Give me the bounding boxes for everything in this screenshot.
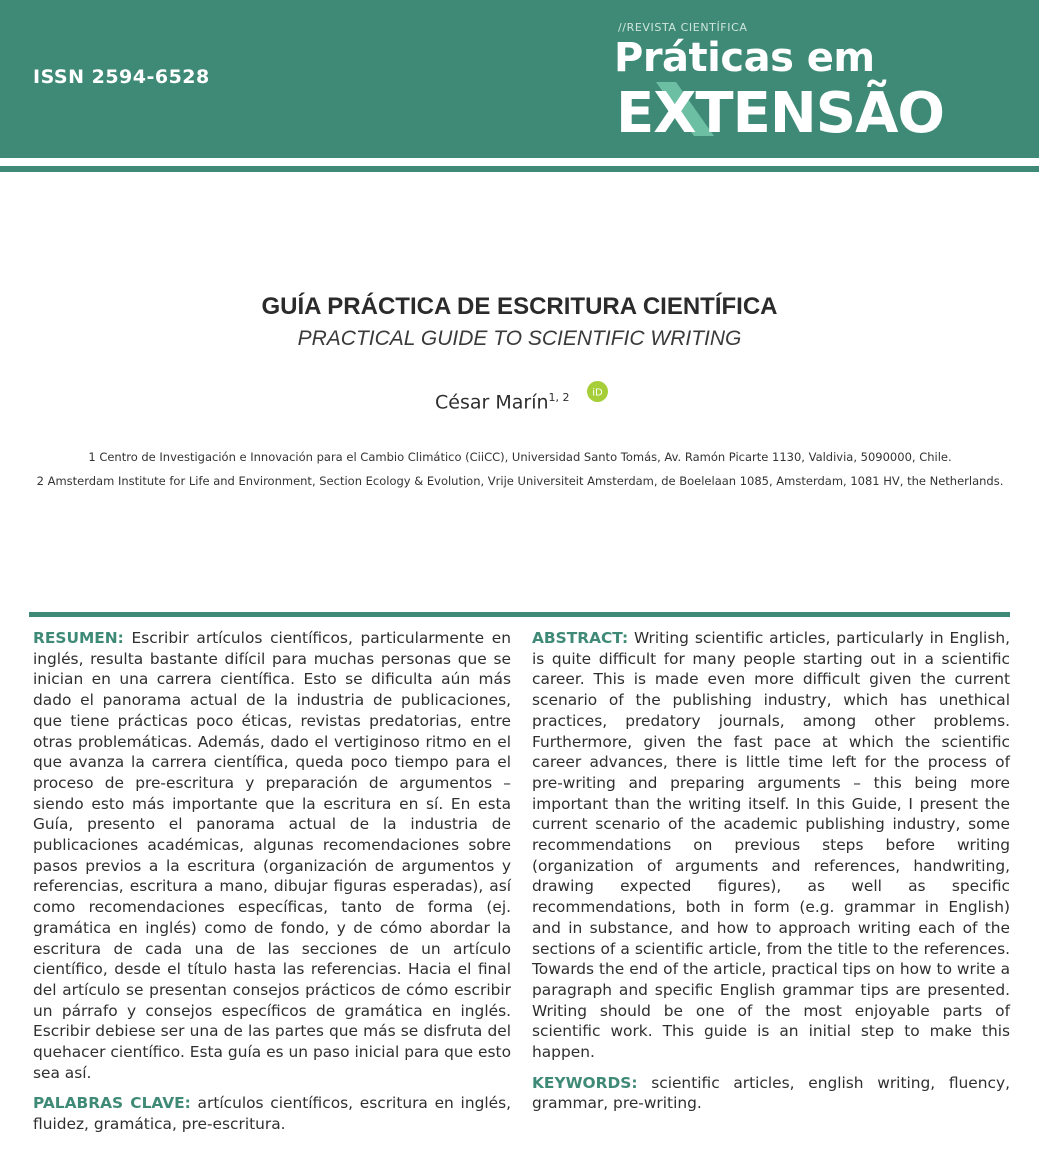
abstract-column xyxy=(532,628,1010,1114)
author-name xyxy=(435,391,570,413)
resumen-paragraph xyxy=(33,628,511,1083)
resumen-text: Escribir artículos científicos, particularmente en inglés, resulta bastante difícil para muchas personas que se inician en una carrera científica. Esto se dificulta aún más dado el panorama actual de la industria de publicaciones, que tiene prácticas poco éticas, revistas predatorias, entre otras problemáticas. Además, dado el vertiginoso ritmo en el que avanza la carrera científica, queda poco tiempo para el proceso de pre-escritura y preparación de argumentos – siendo esto más importante que la escritura en sí. En esta Guía, presento el panorama actual de la industria de publicaciones académicas, algunas recomendaciones sobre pasos previos a la escritura (organización de argumentos y referencias, escritura a mano, dibujar figuras esperadas), así como recomendaciones específicas, tanto de forma (ej. gramática en inglés) como de fondo, y de cómo abordar la escritura de cada una de las secciones de un artículo científico, desde el título hasta las referencias. Hacia el final del artículo se presentan consejos prácticos de cómo escribir un párrafo y consejos específicos de gramática en inglés. Escribir debiese ser una de las partes que más se disfruta del quehacer científico. Esta guía es un paso inicial para que esto sea así. xyxy=(33,629,511,1082)
article-subtitle: PRACTICAL GUIDE TO SCIENTIFIC WRITING xyxy=(297,327,742,350)
journal-kicker: //REVISTA CIENTÍFICA xyxy=(618,21,748,34)
logo-wordmark-text: EXTENSÃO xyxy=(616,81,945,140)
orcid-icon[interactable] xyxy=(587,381,608,402)
affiliation-1: 1 Centro de Investigación e Innovación para el Cambio Climático (CiiCC), Universidad Santo Tomás, Av. Ramón Picarte 1130, Valdivia, 5090000, Chile. xyxy=(88,450,952,464)
palabras-clave-paragraph xyxy=(33,1093,511,1134)
issn-label: ISSN 2594-6528 xyxy=(33,66,210,88)
journal-name-line1: Práticas em xyxy=(614,35,875,81)
palabras-clave-label: PALABRAS CLAVE: xyxy=(33,1094,191,1113)
keywords-label: KEYWORDS: xyxy=(532,1073,638,1092)
abstract-text: Writing scientific articles, particularly in English, is quite difficult for many people starting out in a scientific career. This is made even more difficult given the current scenario of the publishing industry, which has unethical practices, predatory journals, among other problems. Furthermore, given the fast pace at which the scientific career advances, there is little time left for the process of pre-writing and preparing arguments – this being more important than the writing itself. In this Guide, I present the current scenario of the academic publishing industry, some recommendations on previous steps before writing (organization of arguments and references, handwriting, drawing expected figures), as well as specific recommendations, both in form (e.g. grammar in English) and in substance, and how to approach writing each of the sections of a scientific article, from the title to the references. Towards the end of the article, practical tips on how to write a paragraph and specific English grammar tips are presented. Writing should be one of the most enjoyable parts of scientific work. This guide is an initial step to make this happen. xyxy=(532,629,1010,1062)
abstract-section-divider xyxy=(29,612,1010,617)
abstract-paragraph xyxy=(532,628,1010,1063)
journal-header-banner xyxy=(0,0,1039,158)
keywords-text: scientific articles, english writing, fluency, grammar, pre-writing. xyxy=(532,1073,1010,1113)
author-name-text: César Marín xyxy=(435,391,549,414)
resumen-column xyxy=(33,628,511,1135)
journal-name-line2 xyxy=(614,76,1014,140)
author-affiliation-marks: 1, 2 xyxy=(548,391,570,404)
keywords-paragraph xyxy=(532,1073,1010,1114)
affiliation-2: 2 Amsterdam Institute for Life and Environment, Section Ecology & Evolution, Vrije Universiteit Amsterdam, de Boelelaan 1085, Amsterdam, 1081 HV, the Netherlands. xyxy=(36,474,1004,488)
article-title: GUÍA PRÁCTICA DE ESCRITURA CIENTÍFICA xyxy=(261,293,778,320)
orcid-icon-label: iD xyxy=(592,387,603,399)
abstract-label: ABSTRACT: xyxy=(532,629,629,647)
header-divider xyxy=(0,166,1039,172)
resumen-label: RESUMEN: xyxy=(33,629,124,647)
palabras-clave-text: artículos científicos, escritura en inglés, fluidez, gramática, pre-escritura. xyxy=(33,1094,511,1134)
journal-logo-wordmark xyxy=(614,76,1014,140)
